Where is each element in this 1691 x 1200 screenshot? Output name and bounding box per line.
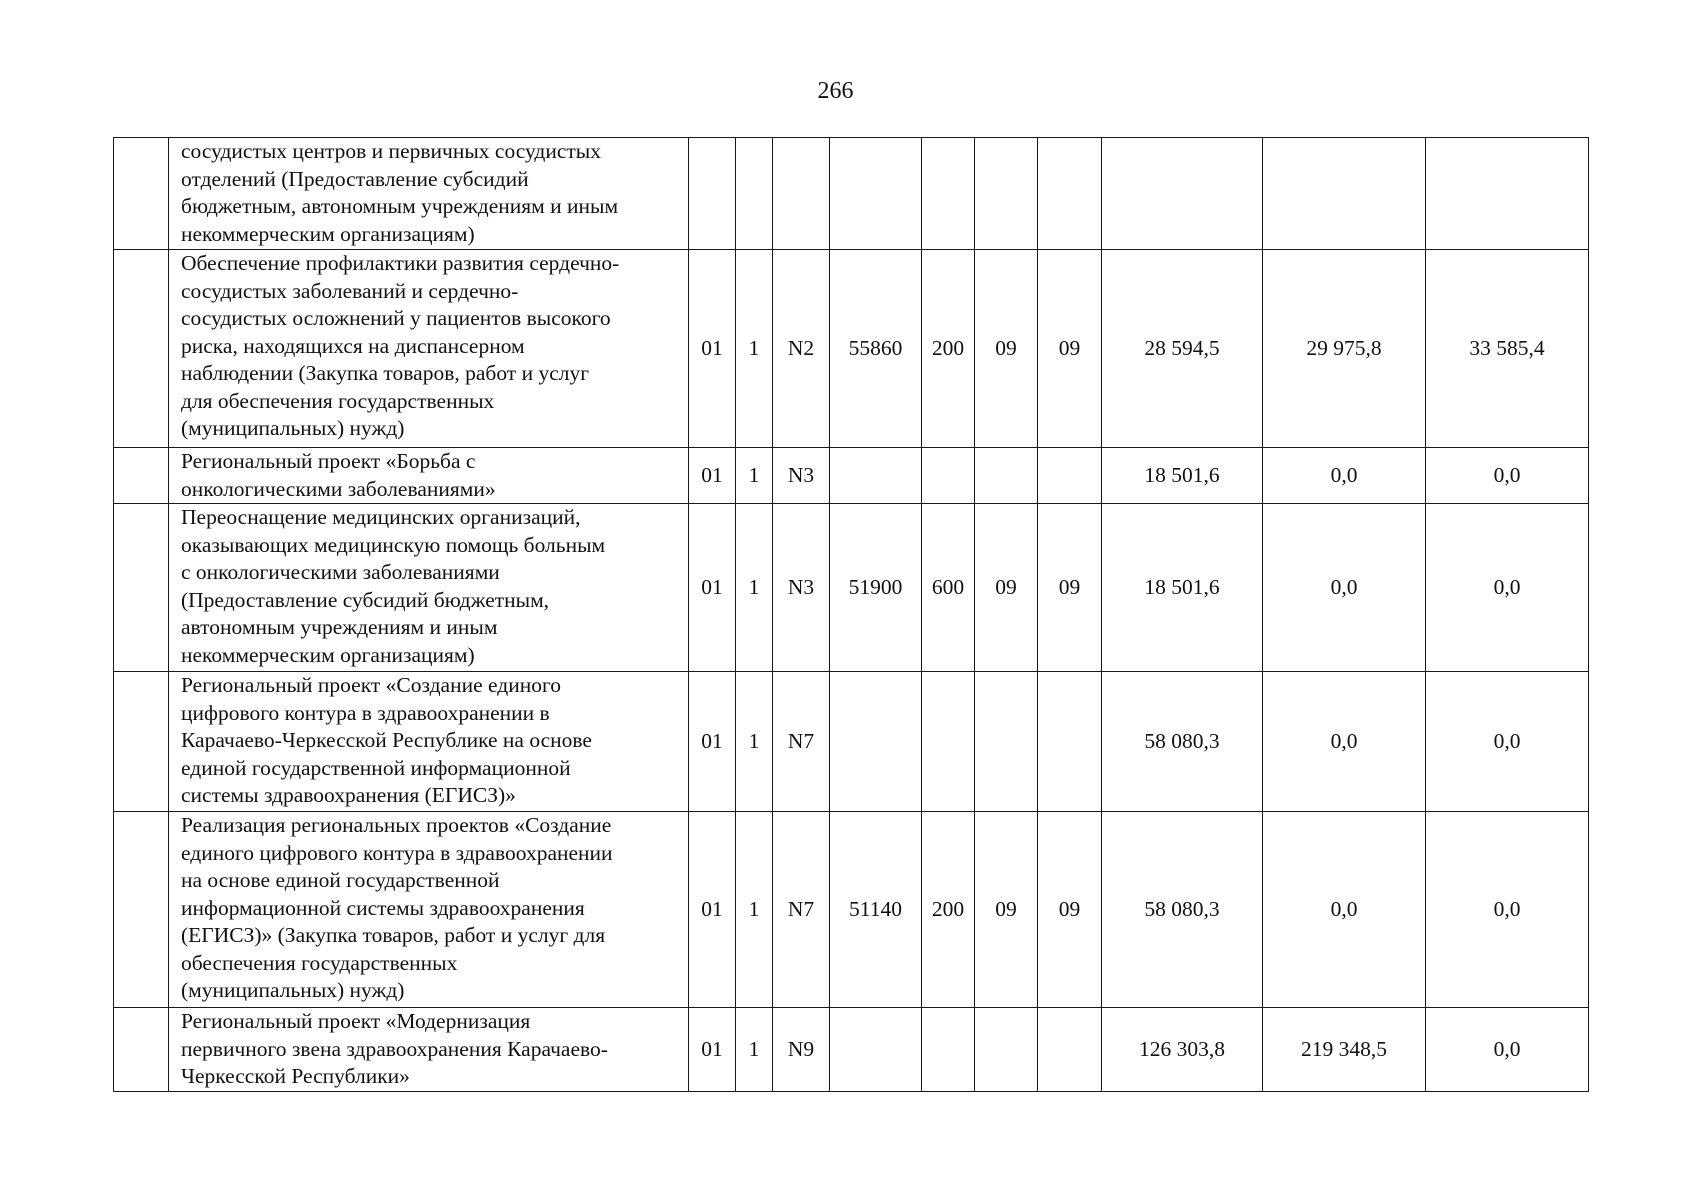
- table-row: [114, 1008, 1589, 1092]
- code-cell: [1038, 448, 1102, 504]
- code-cell: [689, 138, 736, 250]
- code-cell: [773, 138, 830, 250]
- code-cell: N7: [773, 812, 830, 1008]
- code-cell: 09: [1038, 250, 1102, 448]
- code-cell: 09: [975, 250, 1038, 448]
- amount-cell: [1426, 138, 1589, 250]
- amount-cell: 18 501,6: [1102, 504, 1263, 672]
- table-row: [114, 812, 1589, 1008]
- amount-cell: 33 585,4: [1426, 250, 1589, 448]
- amount-cell: 0,0: [1426, 504, 1589, 672]
- budget-table: [113, 137, 1589, 1092]
- code-cell: 01: [689, 250, 736, 448]
- row-index-cell: [114, 1008, 169, 1092]
- amount-cell: 58 080,3: [1102, 812, 1263, 1008]
- code-cell: 1: [736, 672, 773, 812]
- amount-cell: 0,0: [1426, 672, 1589, 812]
- table-row: [114, 250, 1589, 448]
- amount-cell: 219 348,5: [1263, 1008, 1426, 1092]
- table-row: [114, 138, 1589, 250]
- amount-cell: 0,0: [1263, 448, 1426, 504]
- code-cell: [1038, 1008, 1102, 1092]
- amount-cell: 0,0: [1263, 812, 1426, 1008]
- code-cell: [922, 672, 975, 812]
- amount-cell: 0,0: [1426, 1008, 1589, 1092]
- code-cell: 1: [736, 1008, 773, 1092]
- code-cell: 55860: [830, 250, 922, 448]
- code-cell: 1: [736, 448, 773, 504]
- amount-cell: 0,0: [1426, 812, 1589, 1008]
- code-cell: N3: [773, 504, 830, 672]
- code-cell: 200: [922, 812, 975, 1008]
- code-cell: 01: [689, 448, 736, 504]
- code-cell: [830, 672, 922, 812]
- amount-cell: 28 594,5: [1102, 250, 1263, 448]
- code-cell: 01: [689, 1008, 736, 1092]
- amount-cell: 0,0: [1426, 448, 1589, 504]
- code-cell: N2: [773, 250, 830, 448]
- code-cell: 01: [689, 672, 736, 812]
- item-name-cell: Региональный проект «Создание единого цифрового контура в здравоохранении в Карачаево-Черкесской Республике на основе единой государственной информационной системы здравоохранения (ЕГИСЗ)»: [169, 672, 689, 812]
- amount-cell: [1102, 138, 1263, 250]
- code-cell: 200: [922, 250, 975, 448]
- row-index-cell: [114, 504, 169, 672]
- amount-cell: 18 501,6: [1102, 448, 1263, 504]
- code-cell: [922, 138, 975, 250]
- page-number: 266: [817, 78, 854, 104]
- code-cell: [922, 448, 975, 504]
- code-cell: [975, 1008, 1038, 1092]
- code-cell: N9: [773, 1008, 830, 1092]
- code-cell: [830, 448, 922, 504]
- amount-cell: 58 080,3: [1102, 672, 1263, 812]
- code-cell: [1038, 672, 1102, 812]
- code-cell: [1038, 138, 1102, 250]
- code-cell: 09: [1038, 812, 1102, 1008]
- code-cell: 01: [689, 812, 736, 1008]
- item-name-cell: Обеспечение профилактики развития сердечно- сосудистых заболеваний и сердечно- сосудистых осложнений у пациентов высокого риска, находящихся на диспансерном наблюдении (Закупка товаров, работ и услуг для обеспечения государственных (муниципальных) нужд): [169, 250, 689, 448]
- code-cell: [975, 448, 1038, 504]
- item-name-cell: Региональный проект «Борьба с онкологическими заболеваниями»: [169, 448, 689, 504]
- row-index-cell: [114, 138, 169, 250]
- amount-cell: 29 975,8: [1263, 250, 1426, 448]
- item-name-cell: сосудистых центров и первичных сосудистых отделений (Предоставление субсидий бюджетным, автономным учреждениям и иным некоммерческим организациям): [169, 138, 689, 250]
- code-cell: [830, 1008, 922, 1092]
- code-cell: 1: [736, 250, 773, 448]
- code-cell: 09: [1038, 504, 1102, 672]
- item-name-cell: Реализация региональных проектов «Создание единого цифрового контура в здравоохранении на основе единой государственной информационной системы здравоохранения (ЕГИСЗ)» (Закупка товаров, работ и услуг для обеспечения государственных (муниципальных) нужд): [169, 812, 689, 1008]
- row-index-cell: [114, 448, 169, 504]
- code-cell: 09: [975, 812, 1038, 1008]
- code-cell: 01: [689, 504, 736, 672]
- code-cell: 09: [975, 504, 1038, 672]
- code-cell: [975, 138, 1038, 250]
- code-cell: 1: [736, 504, 773, 672]
- row-index-cell: [114, 672, 169, 812]
- table-row: [114, 448, 1589, 504]
- item-name-cell: Региональный проект «Модернизация первичного звена здравоохранения Карачаево- Черкесской Республики»: [169, 1008, 689, 1092]
- code-cell: N7: [773, 672, 830, 812]
- code-cell: 51900: [830, 504, 922, 672]
- code-cell: [922, 1008, 975, 1092]
- code-cell: N3: [773, 448, 830, 504]
- table-row: [114, 672, 1589, 812]
- table-row: [114, 504, 1589, 672]
- row-index-cell: [114, 812, 169, 1008]
- amount-cell: [1263, 138, 1426, 250]
- code-cell: 1: [736, 812, 773, 1008]
- code-cell: [830, 138, 922, 250]
- amount-cell: 0,0: [1263, 504, 1426, 672]
- amount-cell: 0,0: [1263, 672, 1426, 812]
- amount-cell: 126 303,8: [1102, 1008, 1263, 1092]
- code-cell: [736, 138, 773, 250]
- code-cell: [975, 672, 1038, 812]
- code-cell: 600: [922, 504, 975, 672]
- row-index-cell: [114, 250, 169, 448]
- code-cell: 51140: [830, 812, 922, 1008]
- item-name-cell: Переоснащение медицинских организаций, оказывающих медицинскую помощь больным с онкологическими заболеваниями (Предоставление субсидий бюджетным, автономным учреждениям и иным некоммерческим организациям): [169, 504, 689, 672]
